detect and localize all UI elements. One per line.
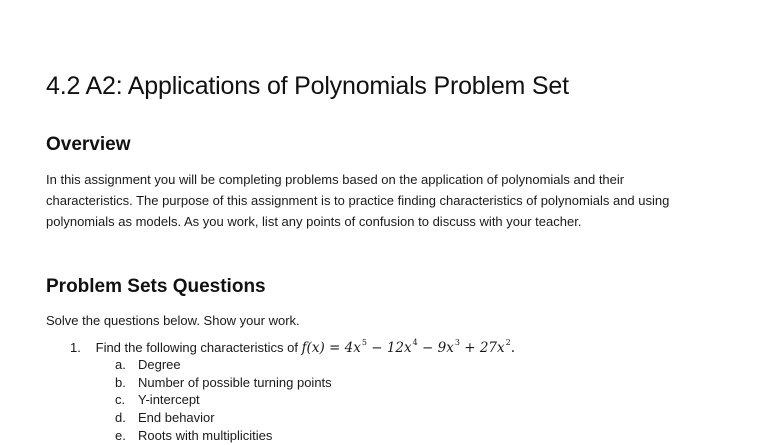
overview-paragraph xyxy=(46,169,746,232)
term-2: $12x^4$ xyxy=(386,338,418,356)
function-period: . xyxy=(510,340,515,356)
operator: + xyxy=(464,340,476,356)
question-text: Find the following characteristics of xyxy=(95,340,298,355)
question-1 xyxy=(70,338,515,356)
question-number: 1. xyxy=(70,340,81,355)
list-item: c. Y-intercept xyxy=(115,392,200,408)
list-item: e. Roots with multiplicities xyxy=(115,427,273,443)
polynomial-function xyxy=(302,340,515,356)
overview-heading: Overview xyxy=(46,134,131,155)
list-item: d. End behavior xyxy=(115,410,215,426)
function-lhs: f(x) = xyxy=(301,340,341,356)
operator: − xyxy=(422,340,434,356)
overview-line: polynomials as models. As you work, list any points of confusion to discuss with your teacher. xyxy=(46,214,582,229)
term-1: $4x^5$ xyxy=(344,338,367,356)
characteristics-list xyxy=(115,356,332,445)
overview-line: In this assignment you will be completing problems based on the application of polynomials and their xyxy=(46,172,625,187)
overview-line: characteristics. The purpose of this assignment is to practice finding characteristics of polynomials and using xyxy=(46,193,670,208)
document-title: 4.2 A2: Applications of Polynomials Problem Set xyxy=(46,72,569,100)
problem-sets-heading: Problem Sets Questions xyxy=(46,276,266,297)
term-4: $27x^2$ xyxy=(479,338,511,356)
operator: − xyxy=(371,340,383,356)
list-item: a. Degree xyxy=(115,357,181,372)
instructions-text: Solve the questions below. Show your work. xyxy=(46,313,300,328)
term-3: $9x^3$ xyxy=(437,338,460,356)
list-item: b. Number of possible turning points xyxy=(115,374,332,390)
